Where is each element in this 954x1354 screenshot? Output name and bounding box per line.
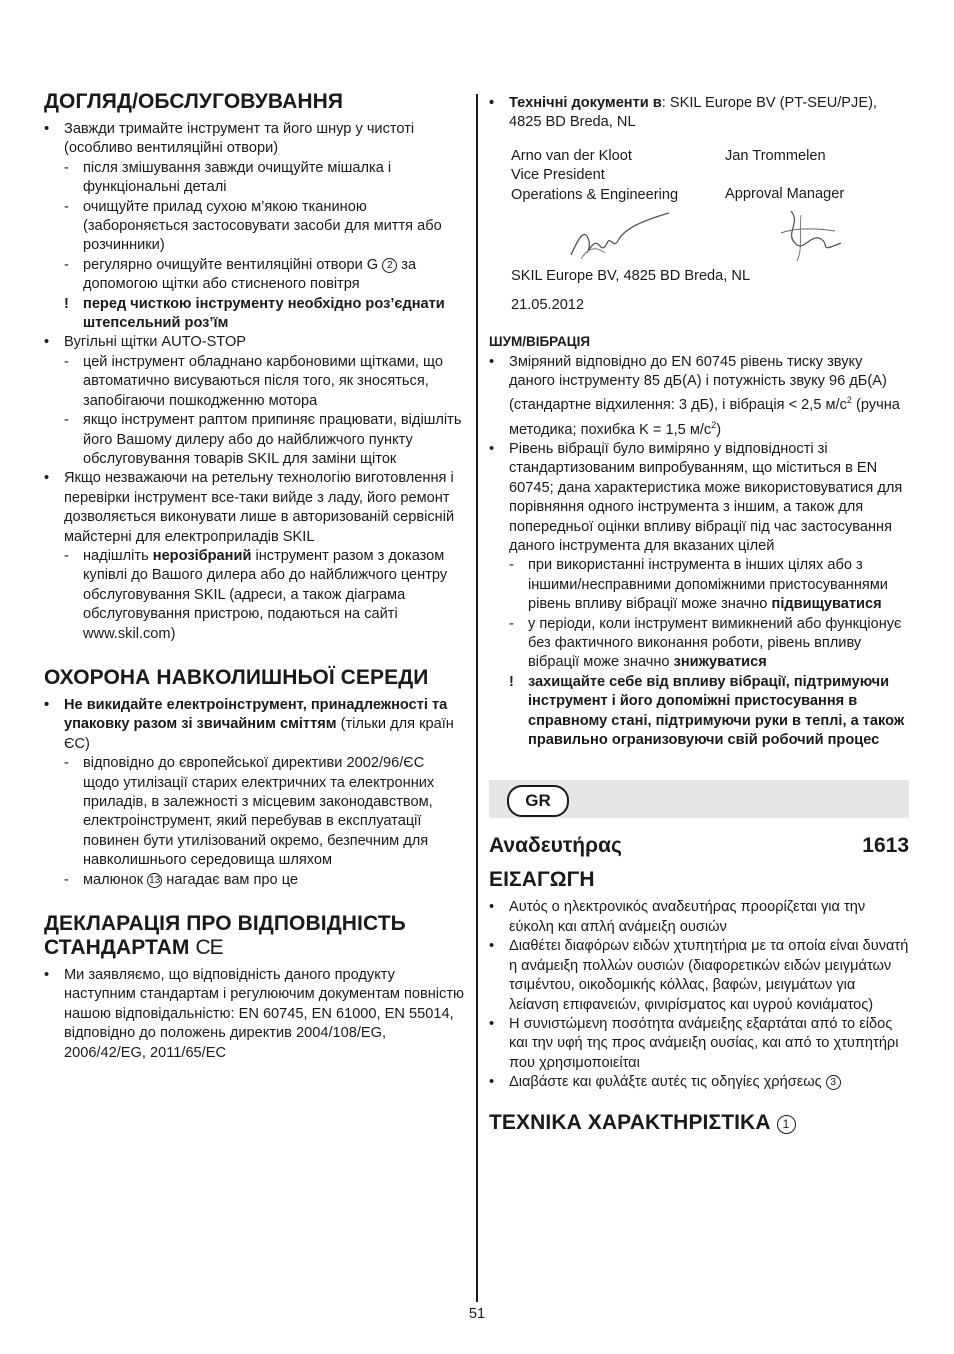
left-column: [44, 90, 464, 1063]
list-item: • Αυτός ο ηλεκτρονικός αναδευτήρας προορίζεται για την εύκολη και απλή ανάμειξη ουσιών: [489, 899, 866, 935]
declaration-heading: ДЕКЛАРАЦІЯ ПРО ВІДПОВІДНІСТЬ СТАНДАРТАМ CE: [44, 912, 406, 960]
product-title: Αναδευτήρας 1613: [489, 834, 909, 858]
list-subitem: - у періоди, коли інструмент вимикнений або функціонує без фактичного виконання роботи, рівень впливу вібрації може значно знижуватися: [509, 615, 902, 671]
signature-icon: [561, 207, 671, 265]
list-subitem: - якщо інструмент раптом припиняє працювати, відішліть його Вашому дилеру або до найближчого пункту обслуговування товарів SKIL для заміни щіток: [64, 412, 462, 467]
company-address: SKIL Europe BV, 4825 BD Breda, NL: [511, 267, 751, 284]
list-subitem: - після змішування завжди очищуйте мішалка і функціональні деталі: [64, 159, 392, 196]
list-subitem: - очищуйте прилад сухою м’якою тканиною (забороняється застосовувати засоби для миття або розчинники): [64, 198, 442, 254]
list-subitem: - відповідно до європейської директиви 2002/96/ЄС щодо утилізації старих електричних та електронних приладів, в залежності з місцевим законодавством, електроінструмент, який перебував в експлуатації повинен бути утилізований окремо, безпечним для навколишнього середовища шляхом: [64, 755, 435, 869]
specs-heading: ΤΕΧΝΙΚΑ ΧΑΡΑΚΤΗΡΙΣΤΙΚΑ 1: [489, 1111, 909, 1135]
list-item: • Вугільні щітки AUTO-STOP: [44, 334, 247, 351]
list-subitem: - при використанні інструмента в інших цілях або з іншими/несправними допоміжними пристосуваннями рівень впливу вібрації може значно підвищуватися: [509, 557, 888, 613]
signature-block: Arno van der Kloot Vice President Operations & Engineering Jan Trommelen Approval Manager: [511, 147, 909, 267]
list-item: • Ми заявляємо, що відповідність даного продукту наступним стандартам і регулюючим документам повністю нашою відповідальністю: EN 60745, EN 61000, EN 55014, відповідно до положень директив 2004/108/EG, 2006/42/EG, 2011/65/EC: [44, 967, 464, 1061]
list-item: • Зміряний відповідно до EN 60745 рівень тиску звуку даного інструменту 85 дБ(A) і потужність звуку 96 дБ(A) (стандартне відхилення: 3 дБ), і вібрація < 2,5 $м/с^2$ (ручна методика; похибка K = 1,5 $м/с^2$): [489, 353, 900, 438]
ce-mark-icon: CE: [195, 936, 223, 960]
list-item: • Διαθέτει διαφόρων ειδών χτυπητήρια με τα οποία είναι δυνατή η ανάμειξη πολλών ουσιών (διαφορετικών ειδών μειγμάτων τσιμέντου, οικοδομικής κόλλας, βαφών, μειγμάτων για λείανση επιφανειών, φινιρίσματος και υγρού κονιάματος): [489, 938, 909, 1013]
warning-item: ! перед чисткою інструменту необхідно роз’єднати штепсельний роз’їм: [64, 295, 445, 332]
intro-heading: ΕΙΣΑΓΩΓΗ: [489, 868, 595, 892]
page-number: 51: [468, 1306, 486, 1322]
list-item: • Рівень вібрації було виміряно у відповідності зі стандартизованим випробуванням, що міститься в EN 60745; дана характеристика може використовуватися для порівняння одного інструмента з іншим, а також для попередньої оцінки впливу вібрації під час застосування даного інструмента для вказаних цілей: [489, 440, 903, 554]
declaration-date: 21.05.2012: [511, 297, 585, 314]
language-badge: GR: [507, 785, 569, 817]
callout-number: 2: [382, 258, 397, 273]
list-item: • Технічні документи в: SKIL Europe BV (PT-SEU/PJE), 4825 BD Breda, NL: [489, 95, 877, 131]
noise-heading: ШУМ/ВІБРАЦІЯ: [489, 333, 591, 349]
warning-item: ! захищайте себе від впливу вібрації, підтримуючи інструмент і його допоміжні пристосування в справному стані, підтримуючи руки в теплі, а також правильно огранизовуючи свій робочий процес: [509, 673, 905, 749]
list-item: • Завжди тримайте інструмент та його шнур у чистоті (особливо вентиляційні отвори): [44, 121, 415, 157]
list-subitem: - регулярно очищуйте вентиляційні отвори G 2 за допомогою щітки або стисненого повітря: [64, 256, 417, 293]
list-item: • Якщо незважаючи на ретельну технологію виготовлення і перевірки інструмент все-таки вийде з ладу, його ремонт дозволяється виконувати лише в авторизованій сервісній майстерні для електроприладів SKIL: [44, 470, 455, 545]
list-item: • Διαβάστε και φυλάξτε αυτές τις οδηγίες χρήσεως 3: [489, 1073, 909, 1092]
environment-heading: ОХОРОНА НАВКОЛИШНЬОЇ СЕРЕДИ: [44, 665, 429, 689]
language-bar: [489, 780, 909, 818]
callout-number: 3: [826, 1075, 841, 1090]
list-item: • Η συνιστώμενη ποσότητα ανάμειξης εξαρτάται από το είδος και την υφή της προς ανάμειξη ουσίας, και από το χτυπητήρι που χρησιμοποιείται: [489, 1015, 899, 1071]
list-subitem: - надішліть нерозібраний інструмент разом з доказом купівлі до Вашого дилера або до найближчого центру обслуговування SKIL (адреси, а також діаграма обслуговування пристрою, подаються на сайті www.skil.com): [64, 547, 448, 642]
right-column: [489, 94, 909, 1141]
list-subitem: - малюнок 13 нагадає вам про це: [64, 871, 299, 888]
list-subitem: - цей інструмент обладнано карбоновими щітками, що автоматично висуваються після того, як зносяться, запобігаючи пошкодженню мотора: [64, 353, 443, 409]
signature-icon: [761, 203, 851, 265]
list-item: • Не викидайте електроінструмент, принадлежності та упаковку разом зі звичайним сміттям (тільки для країн ЄС): [44, 696, 454, 752]
column-divider: [476, 94, 478, 1302]
callout-number: 13: [149, 874, 161, 886]
care-heading: ДОГЛЯД/ОБСЛУГОВУВАННЯ: [44, 90, 344, 113]
